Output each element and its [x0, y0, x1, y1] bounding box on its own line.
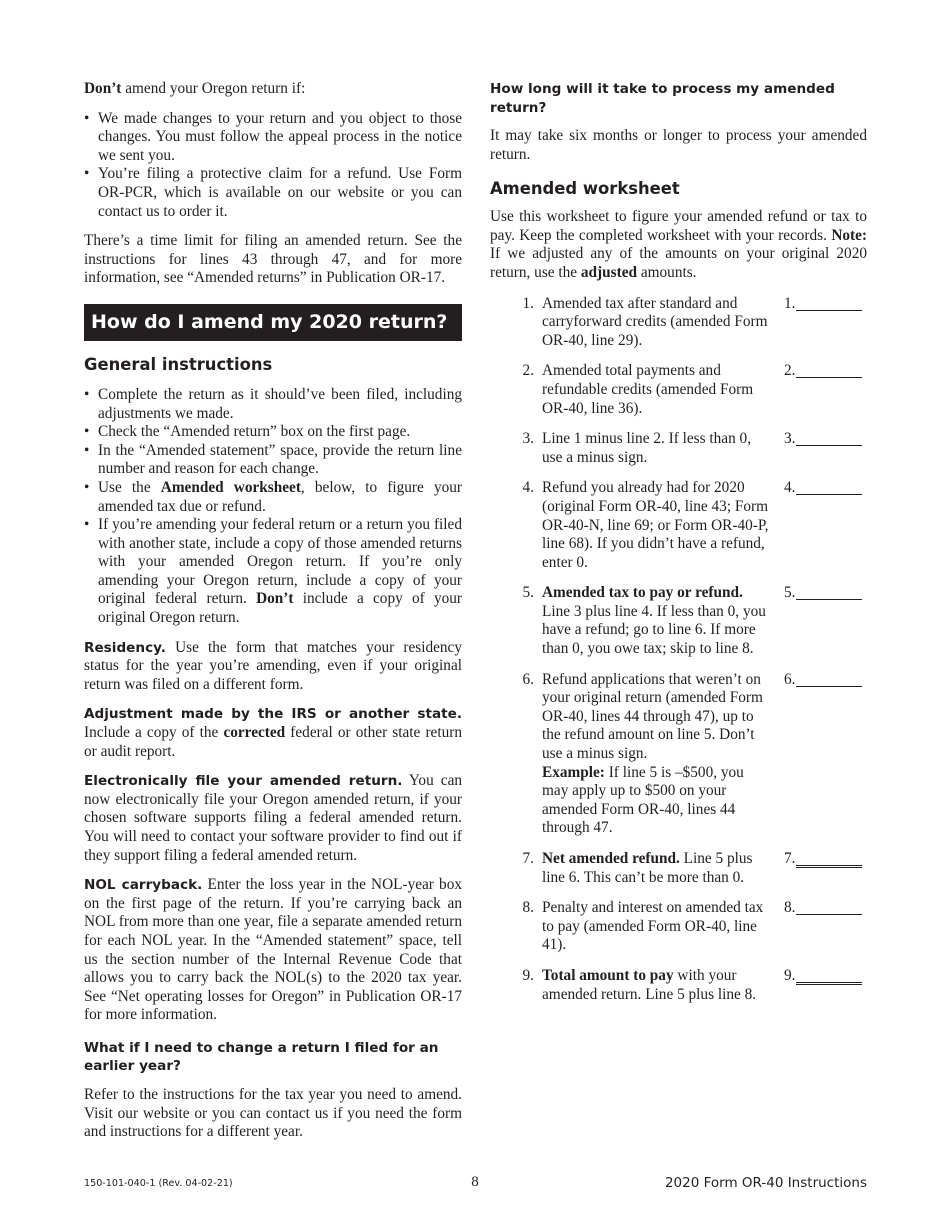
adjustment-heading: Adjustment made by the IRS or another state. [84, 706, 462, 723]
worksheet-line-8 [490, 899, 867, 955]
line-description [534, 584, 772, 658]
line-number: 8. [522, 899, 534, 917]
amended-worksheet-heading: Amended worksheet [490, 179, 680, 199]
entry-field-6[interactable] [784, 671, 862, 690]
line-description [534, 671, 772, 838]
dont-amend-list [84, 110, 462, 222]
worksheet-intro [490, 208, 867, 282]
line-bold-label: Net amended refund. [542, 850, 680, 867]
entry-field-5[interactable] [784, 584, 862, 603]
general-instructions-list [84, 386, 462, 628]
right-column [490, 80, 867, 1004]
line-description: Line 1 minus line 2. If less than 0, use a minus sign. [542, 430, 752, 466]
time-limit-paragraph: There’s a time limit for filing an amended return. See the instructions for lines 43 through 47, and for more information, see “Amended returns” in Publication OR-17. [84, 232, 462, 287]
worksheet-line-3 [490, 430, 867, 467]
worksheet-line-1 [490, 295, 867, 351]
worksheet-line-6 [490, 671, 867, 838]
section-banner: How do I amend my 2020 return? [84, 304, 462, 341]
list-item: • In the “Amended statement” space, provide the return line number and reason for each change. [84, 442, 462, 479]
entry-blank[interactable] [796, 671, 862, 687]
residency-heading: Residency. [84, 639, 166, 656]
efile-paragraph [84, 772, 462, 865]
adjustment-paragraph [84, 705, 462, 761]
page-footer [84, 1174, 867, 1194]
text: amounts. [637, 263, 697, 281]
worksheet-line-9 [490, 967, 867, 1004]
efile-heading: Electronically file your amended return. [84, 773, 403, 790]
processing-time-paragraph: It may take six months or longer to process your amended return. [490, 127, 867, 163]
list-item: • Check the “Amended return” box on the first page. [84, 423, 462, 442]
dont-amend-text: amend your Oregon return if: [121, 80, 306, 97]
entry-blank[interactable] [796, 850, 862, 868]
entry-blank[interactable] [796, 899, 862, 915]
text: If we adjusted any of the amounts on your original 2020 return, use the [490, 245, 867, 281]
entry-label: 3. [784, 430, 796, 448]
line-description: Amended tax after standard and carryforward credits (amended Form OR-40, line 29). [542, 294, 768, 349]
entry-label: 6. [784, 670, 796, 688]
corrected-bold: corrected [223, 724, 286, 742]
line-number: 3. [522, 430, 534, 448]
entry-label: 4. [784, 479, 796, 497]
text: with your amended return. Line 5 plus line 8. [542, 966, 757, 1003]
line-number: 7. [522, 850, 534, 867]
entry-label: 1. [784, 294, 796, 312]
text: , below, to figure your amended tax due or refund. [98, 478, 462, 515]
processing-time-heading: How long will it take to process my amended return? [490, 81, 835, 116]
worksheet-ref: Amended worksheet [160, 478, 301, 496]
entry-label: 9. [784, 966, 796, 984]
line-description: Amended total payments and refundable credits (amended Form OR-40, line 36). [542, 362, 754, 417]
worksheet-line-7 [490, 850, 867, 887]
entry-field-9[interactable] [784, 967, 862, 986]
line-description [534, 850, 772, 887]
line-number: 5. [522, 584, 534, 602]
text: Use this worksheet to figure your amended refund or tax to pay. Keep the completed worksheet with your records. [490, 208, 867, 244]
adjusted-bold: adjusted [580, 263, 638, 281]
text: If you’re amending your federal return or a return you filed with another state, include a copy of those amended returns with your amended Oregon return. If you’re only amending your Oregon return, include a copy of your original federal return. [98, 516, 462, 608]
text: You can now electronically file your Oregon amended return, if your chosen software supports filing a federal amended return. You will need to contact your software provider to find out if they support filing a federal amended return. [84, 772, 463, 864]
worksheet-line-5 [490, 584, 867, 658]
entry-label: 5. [784, 584, 796, 602]
entry-blank[interactable] [796, 295, 862, 311]
entry-blank[interactable] [796, 479, 862, 495]
line-number: 6. [522, 670, 534, 688]
worksheet-line-2 [490, 362, 867, 418]
residency-paragraph [84, 639, 462, 695]
footer-title: 2020 Form OR-40 Instructions [664, 1175, 867, 1191]
line-description: Penalty and interest on amended tax to pay (amended Form OR-40, line 41). [542, 899, 764, 954]
list-item: • We made changes to your return and you object to those changes. You must follow the appeal process in the notice we sent you. [84, 110, 462, 166]
entry-blank[interactable] [796, 362, 862, 378]
line-description: Refund you already had for 2020 (original Form OR-40, line 43; Form OR-40-N, line 69; or Form OR-40-P, line 68). If you didn’t have a refund, enter 0. [542, 479, 769, 571]
list-item [84, 479, 462, 516]
entry-field-4[interactable] [784, 479, 862, 498]
nol-paragraph [84, 876, 462, 1025]
worksheet-lines [490, 295, 867, 1005]
line-bold-label: Total amount to pay [542, 966, 674, 984]
entry-blank[interactable] [796, 967, 862, 985]
dont-bold: Don’t [84, 80, 122, 97]
text: Use the form that matches your residency status for the year you’re amending, even if your original return was filed on a different form. [84, 638, 462, 693]
line-number: 4. [522, 479, 534, 497]
text: Enter the loss year in the NOL-year box on the first page of the return. If you’re carrying back an NOL from more than one year, file a separate amended return for each NOL year. In the “Amended statement” space, tell us the section number of the Internal Revenue Code that allows you to carry back the NOL(s) to the 2020 tax year. See “Net operating losses for Oregon” in Publication OR-17 for more information. [84, 876, 462, 1024]
entry-field-2[interactable] [784, 362, 862, 381]
left-column [84, 80, 462, 1142]
entry-field-3[interactable] [784, 430, 862, 449]
earlier-year-paragraph: Refer to the instructions for the tax year you need to amend. Visit our website or you can contact us if you need the form and instructions for a different year. [84, 1085, 462, 1141]
entry-field-1[interactable] [784, 295, 862, 314]
page-number: 8 [471, 1174, 479, 1190]
text: federal or other state return or audit report. [84, 724, 462, 760]
line-number: 2. [522, 362, 534, 380]
list-item [84, 516, 462, 628]
entry-blank[interactable] [796, 430, 862, 446]
line-bold-label: Amended tax to pay or refund. [542, 584, 743, 602]
text: Include a copy of the [84, 724, 224, 742]
entry-blank[interactable] [796, 584, 862, 600]
worksheet-line-4 [490, 479, 867, 572]
line-number: 1. [522, 294, 534, 312]
general-instructions-heading: General instructions [84, 354, 273, 374]
text: If line 5 is –$500, you may apply up to $500 on your amended Form OR-40, lines 44 through 47. [542, 763, 744, 837]
form-code: 150-101-040-1 (Rev. 04-02-21) [84, 1178, 233, 1189]
entry-field-7[interactable] [784, 850, 862, 869]
list-item: • Complete the return as it should’ve been filed, including adjustments we made. [84, 386, 462, 423]
nol-heading: NOL carryback. [84, 877, 203, 894]
dont-amend-intro [84, 80, 462, 99]
text: Line 3 plus line 4. If less than 0, you have a refund; go to line 6. If more than 0, you owe tax; skip to line 8. [542, 602, 766, 658]
list-item: • You’re filing a protective claim for a refund. Use Form OR-PCR, which is available on our website or you can contact us to order it. [84, 165, 462, 221]
entry-label: 8. [784, 899, 796, 917]
note-bold: Note: [831, 226, 867, 244]
line-number: 9. [522, 966, 534, 984]
line-description [534, 967, 772, 1004]
dont-bold: Don’t [256, 590, 294, 608]
example-bold: Example: [542, 763, 605, 781]
entry-label: 7. [784, 850, 796, 867]
text: Line 5 plus line 6. This can’t be more than 0. [542, 850, 753, 886]
entry-field-8[interactable] [784, 899, 862, 918]
earlier-year-heading: What if I need to change a return I filed for an earlier year? [84, 1039, 439, 1075]
text: include a copy of your original Oregon return. [98, 590, 463, 627]
text: Use the [98, 478, 161, 496]
entry-label: 2. [784, 362, 796, 380]
text: Refund applications that weren’t on your original return (amended Form OR-40, lines 44 through 47), up to the refund amount on line 5. Don’t use a minus sign. [542, 670, 763, 763]
